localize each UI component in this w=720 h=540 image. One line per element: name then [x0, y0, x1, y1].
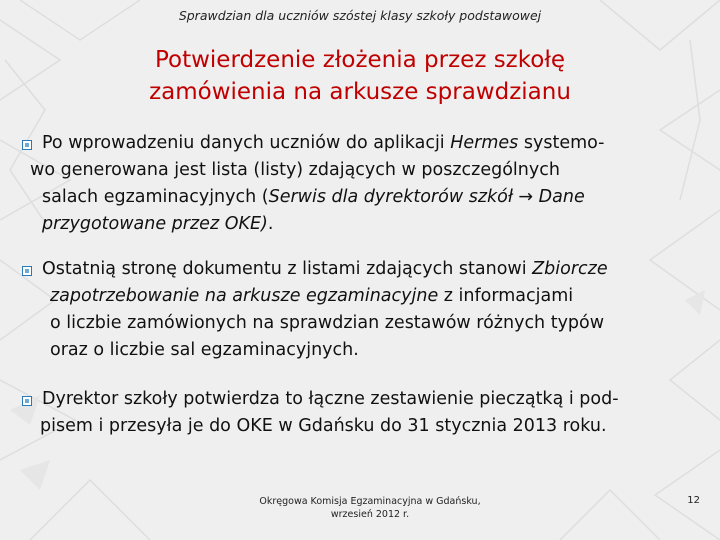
bullet-3-text: Dyrektor szkoły potwierdza to łączne zestawienie pieczątką i pod-: [42, 389, 619, 409]
bullet-1-italic-hermes: Hermes: [450, 133, 519, 153]
bullet-3-text: pisem i przesyła je do OKE w Gdańsku do 31 stycznia 2013 roku.: [40, 416, 607, 436]
bullet-2-text: z informacjami: [438, 286, 574, 306]
footer-line-2: wrzesień 2012 r.: [330, 509, 410, 520]
bullet-item-1: [22, 130, 702, 238]
footer: [200, 495, 540, 521]
title-line-1: Potwierdzenie złożenia przez szkołę: [154, 47, 566, 73]
bullet-item-3: [22, 386, 702, 440]
bullet-1-italic-path: Serwis dla dyrektorów szkół → Dane: [268, 187, 585, 207]
bullet-2-text: oraz o liczbie sal egzaminacyjnych.: [50, 340, 359, 360]
bullet-item-2: [22, 256, 702, 364]
slide-title: [60, 44, 660, 108]
title-line-2: zamówienia na arkusze sprawdzianu: [149, 79, 571, 105]
bullet-1-italic-path: przygotowane przez OKE): [42, 214, 268, 234]
page-number: 12: [687, 495, 700, 506]
bullet-1-text: systemo-: [518, 133, 605, 153]
square-bullet-icon: [22, 140, 32, 150]
bullet-2-text: Ostatnią stronę dokumentu z listami zdających stanowi: [42, 259, 533, 279]
footer-line-1: Okręgowa Komisja Egzaminacyjna w Gdańsku,: [259, 496, 481, 507]
bullet-2-italic-title: Zbiorcze: [532, 259, 608, 279]
bullet-list: [22, 130, 702, 440]
bullet-1-text: wo generowana jest lista (listy) zdających w poszczególnych: [30, 160, 560, 180]
square-bullet-icon: [22, 396, 32, 406]
bullet-1-text: Po wprowadzeniu danych uczniów do aplikacji: [42, 133, 451, 153]
square-bullet-icon: [22, 266, 32, 276]
header-subtitle: Sprawdzian dla uczniów szóstej klasy szkoły podstawowej: [178, 8, 542, 23]
bullet-2-italic-title: zapotrzebowanie na arkusze egzaminacyjne: [50, 286, 439, 306]
bullet-1-text: salach egzaminacyjnych (: [42, 187, 269, 207]
bullet-2-text: o liczbie zamówionych na sprawdzian zestawów różnych typów: [50, 313, 605, 333]
bullet-1-text: .: [267, 214, 274, 234]
